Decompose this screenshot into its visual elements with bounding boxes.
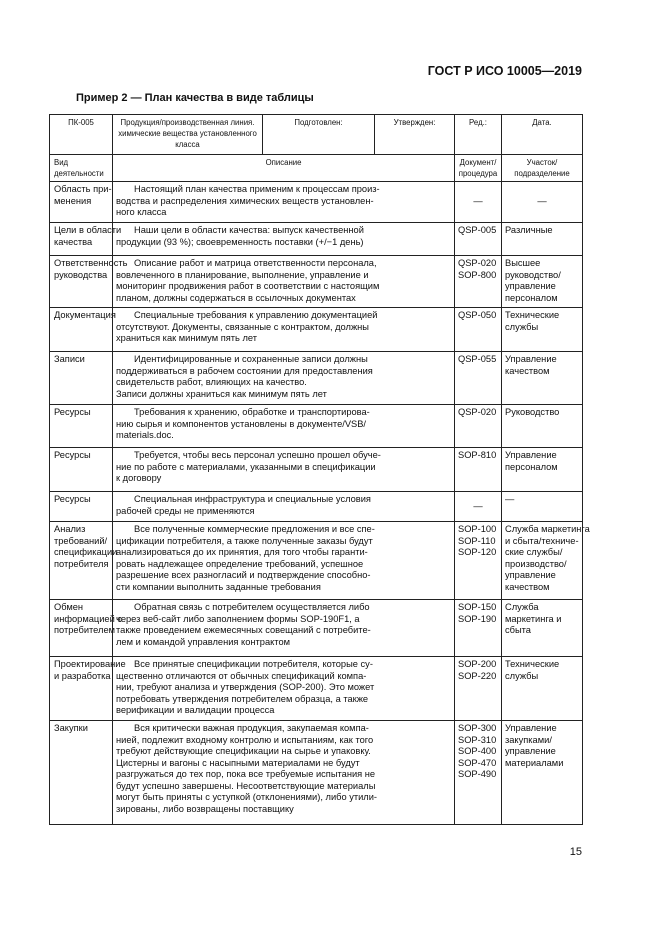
description-text: Обратная связь с потребителем осуществляется либо через веб-сайт либо заполнением формы SOP-190F1, а также проведением ежемесячных совещаний с потребите- лем и командой управления контрактом bbox=[116, 602, 371, 647]
plan-code: ПК-005 bbox=[50, 115, 113, 155]
table-row bbox=[50, 256, 583, 308]
activity-cell: Ресурсы bbox=[50, 448, 113, 492]
description-text: Все принятые спецификации потребителя, которые су- щественно отличаются от обычных спецификаций компа- нии, требуют анализа и утверждения (SOP-200). Это может потребовать утверждения потребителем образца, а также верификации и валидации процесса bbox=[116, 659, 375, 715]
table-row bbox=[50, 492, 583, 522]
quality-plan-table bbox=[49, 114, 590, 825]
description-text: Настоящий план качества применим к процессам произ- водства и распределения химических веществ установлен- ного класса bbox=[116, 184, 380, 217]
activity-cell: Ресурсы bbox=[50, 405, 113, 448]
example-title: Пример 2 — План качества в виде таблицы bbox=[76, 92, 314, 104]
description-text: Требования к хранению, обработке и транспортирова- нию сырья и компонентов установлены в документе/VSB/ materials.doc. bbox=[116, 407, 370, 440]
activity-cell: Анализ требований/ спецификации потребителя bbox=[50, 522, 113, 600]
col-header-description: Описание bbox=[113, 155, 455, 182]
department-cell: Управление персоналом bbox=[502, 448, 583, 492]
department-cell: Руководство bbox=[502, 405, 583, 448]
plan-rows bbox=[50, 182, 590, 825]
table-row bbox=[50, 721, 583, 825]
description-cell bbox=[113, 721, 455, 825]
page-number: 15 bbox=[569, 846, 582, 858]
department-cell: Технические службы bbox=[502, 657, 583, 721]
document-cell: QSP-020 SOP-800 bbox=[455, 256, 502, 308]
description-cell bbox=[113, 223, 455, 256]
activity-cell: Область при- менения bbox=[50, 182, 113, 223]
description-text: Требуется, чтобы весь персонал успешно прошел обуче- ние по работе с материалами, указанными в спецификации к договору bbox=[116, 450, 381, 483]
department-cell: — bbox=[502, 182, 583, 223]
document-cell: QSP-050 bbox=[455, 308, 502, 352]
department-cell: Различные bbox=[502, 223, 583, 256]
activity-cell: Записи bbox=[50, 352, 113, 405]
department-cell: Технические службы bbox=[502, 308, 583, 352]
column-header-row bbox=[50, 155, 583, 182]
description-text: Все полученные коммерческие предложения и все спе- цификации потребителя, а также полученные заказы будут анализироваться до их принятия, для того чтобы гаранти- ровать надлежащее определение требований, успешное разрешение всех разногласий и подтверждение способно- сти компании выполнить заданные требования bbox=[116, 524, 375, 592]
document-cell: SOP-150 SOP-190 bbox=[455, 600, 502, 657]
description-text: Описание работ и матрица ответственности персонала, вовлеченного в планирование, выполнение, управление и мониторинг продвижения работ в соответствии с настоящим планом, должны содержаться в ссылочных документах bbox=[116, 258, 380, 303]
description-cell bbox=[113, 492, 455, 522]
description-text: Наши цели в области качества: выпуск качественной продукции (93 %); своевременность поставки (+/−1 день) bbox=[116, 225, 364, 247]
description-cell bbox=[113, 600, 455, 657]
description-cell bbox=[113, 657, 455, 721]
description-cell bbox=[113, 352, 455, 405]
description-cell bbox=[113, 448, 455, 492]
plan-date: Дата. bbox=[502, 115, 583, 155]
table-row bbox=[50, 308, 583, 352]
table-row bbox=[50, 522, 583, 600]
table-row bbox=[50, 448, 583, 492]
document-cell: SOP-200 SOP-220 bbox=[455, 657, 502, 721]
plan-prepared: Подготовлен: bbox=[263, 115, 375, 155]
activity-cell: Ресурсы bbox=[50, 492, 113, 522]
col-header-department: Участок/ подразделение bbox=[502, 155, 583, 182]
document-cell: SOP-810 bbox=[455, 448, 502, 492]
table-row bbox=[50, 223, 583, 256]
table-row bbox=[50, 405, 583, 448]
description-text: Вся критически важная продукция, закупаемая компа- нией, подлежит входному контролю и испытаниям, как того требуют действующие спецификации на сырье и упаковку. Цистерны и вагоны с насыпными материалами не будут разгружаться до тех пор, пока все требуемые испытания не будут успешно завершены. Несоответствующие материалы могут быть приняты с уступкой (отклонениями), либо утили- зированы, либо возвращены поставщику bbox=[116, 723, 378, 814]
description-cell bbox=[113, 522, 455, 600]
department-cell: Управление качеством bbox=[502, 352, 583, 405]
department-cell: Управление закупками/ управление материалами bbox=[502, 721, 583, 825]
activity-cell: Обмен информацией с потребителем bbox=[50, 600, 113, 657]
department-cell: Служба маркетинга и сбыта/техниче- ские службы/ производство/ управление качеством bbox=[502, 522, 583, 600]
description-cell bbox=[113, 405, 455, 448]
col-header-activity: Вид деятельности bbox=[50, 155, 113, 182]
document-cell: QSP-020 bbox=[455, 405, 502, 448]
col-header-document: Документ/ процедура bbox=[455, 155, 502, 182]
department-cell: Служба маркетинга и сбыта bbox=[502, 600, 583, 657]
document-cell: SOP-100 SOP-110 SOP-120 bbox=[455, 522, 502, 600]
plan-header-row bbox=[50, 115, 583, 155]
department-cell: — bbox=[502, 492, 583, 522]
document-cell: — bbox=[455, 492, 502, 522]
table-row bbox=[50, 182, 583, 223]
document-cell: SOP-300 SOP-310 SOP-400 SOP-470 SOP-490 bbox=[455, 721, 502, 825]
table-row bbox=[50, 657, 583, 721]
plan-product: Продукция/производственная линия. химические вещества установленного класса bbox=[113, 115, 263, 155]
activity-cell: Документация bbox=[50, 308, 113, 352]
document-cell: — bbox=[455, 182, 502, 223]
table-row bbox=[50, 352, 583, 405]
description-text: Специальная инфраструктура и специальные условия рабочей среды не применяются bbox=[116, 494, 371, 516]
activity-cell: Проектирование и разработка bbox=[50, 657, 113, 721]
activity-cell: Цели в области качества bbox=[50, 223, 113, 256]
department-cell: Высшее руководство/ управление персоналом bbox=[502, 256, 583, 308]
description-cell bbox=[113, 308, 455, 352]
document-cell: QSP-055 bbox=[455, 352, 502, 405]
plan-approved: Утвержден: bbox=[375, 115, 455, 155]
standard-code: ГОСТ Р ИСО 10005—2019 bbox=[427, 64, 582, 78]
plan-revision: Ред.: bbox=[455, 115, 502, 155]
activity-cell: Ответственность руководства bbox=[50, 256, 113, 308]
description-text: Специальные требования к управлению документацией отсутствуют. Документы, связанные с контрактом, должны храниться как минимум пять лет bbox=[116, 310, 378, 343]
document-cell: QSP-005 bbox=[455, 223, 502, 256]
description-text: Идентифицированные и сохраненные записи должны поддерживаться в рабочем состоянии для предоставления свидетельств работ, влияющих на качество. Записи должны храниться как минимум пять лет bbox=[116, 354, 373, 399]
table-row bbox=[50, 600, 583, 657]
description-cell bbox=[113, 182, 455, 223]
activity-cell: Закупки bbox=[50, 721, 113, 825]
description-cell bbox=[113, 256, 455, 308]
